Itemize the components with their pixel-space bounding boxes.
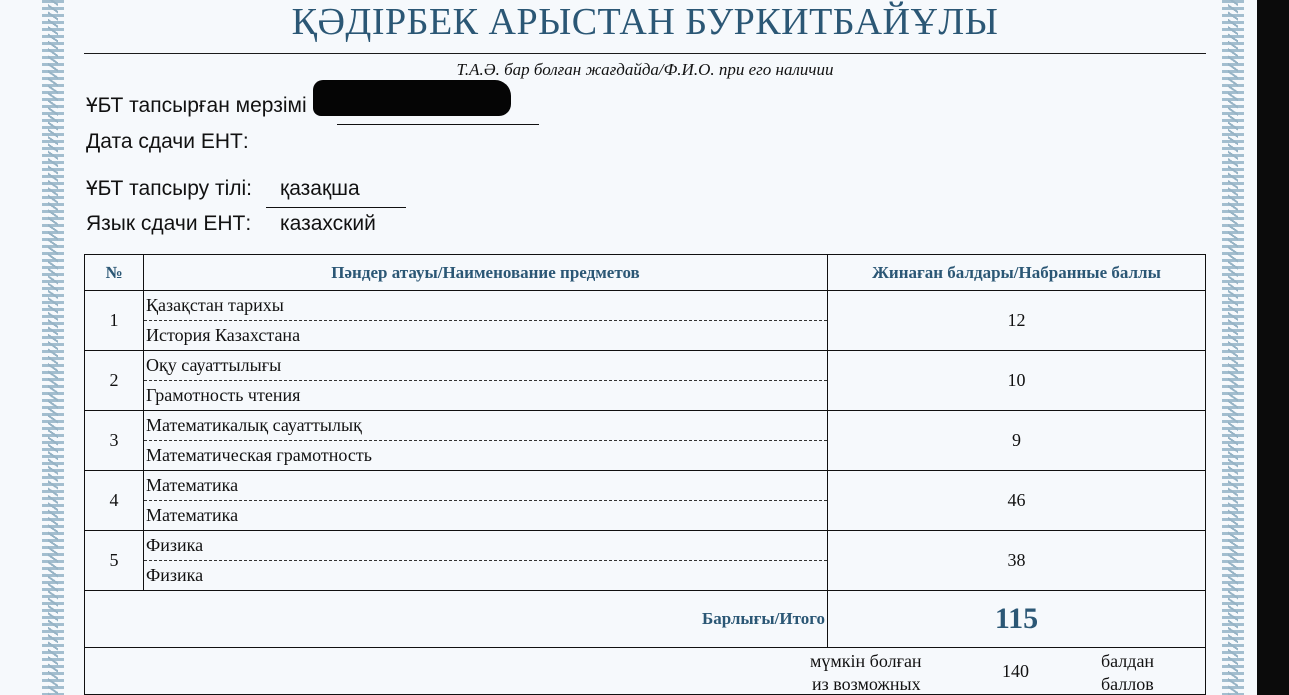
row-number: 3 xyxy=(85,411,144,471)
table-row xyxy=(85,531,1206,591)
date-underline xyxy=(337,124,539,125)
points-label-kk: балдан xyxy=(1101,651,1155,671)
screen-edge xyxy=(1257,0,1289,695)
ornamental-border-right xyxy=(1222,0,1244,695)
subject-cell xyxy=(144,291,828,351)
holder-name: ҚӘДІРБЕК АРЫСТАН БУРКИТБАЙҰЛЫ xyxy=(291,1,999,43)
subject-score: 9 xyxy=(828,411,1206,471)
subject-name-kk: Физика xyxy=(144,531,827,561)
name-caption: Т.А.Ә. бар болған жағдайда/Ф.И.О. при его наличии xyxy=(456,60,834,79)
lang-label-kk: ҰБТ тапсыру тілі: xyxy=(86,177,253,200)
possible-row xyxy=(85,648,1206,695)
row-number: 2 xyxy=(85,351,144,411)
redaction-mark xyxy=(313,80,511,116)
subject-name-ru: Математическая грамотность xyxy=(146,445,372,465)
possible-label-ru: из возможных xyxy=(812,674,921,694)
header-subjects: Пәндер атауы/Наименование предметов xyxy=(144,255,828,291)
subject-cell xyxy=(144,351,828,411)
lang-underline xyxy=(266,207,406,208)
subject-cell xyxy=(144,531,828,591)
subject-name-kk: Математикалық сауаттылық xyxy=(144,411,827,441)
subject-name-kk: Математика xyxy=(144,471,827,501)
subject-score: 12 xyxy=(828,291,1206,351)
subject-name-kk: Оқу сауаттылығы xyxy=(144,351,827,381)
row-number: 1 xyxy=(85,291,144,351)
total-label: Барлығы/Итого xyxy=(85,591,828,648)
subject-name-ru: Физика xyxy=(146,565,204,585)
subject-name-ru: Математика xyxy=(146,505,239,525)
table-row xyxy=(85,351,1206,411)
subject-score: 46 xyxy=(828,471,1206,531)
row-number: 5 xyxy=(85,531,144,591)
table-row xyxy=(85,291,1206,351)
date-label-kk: ҰБТ тапсырған мерзімі xyxy=(86,94,307,117)
date-label-ru: Дата сдачи ЕНТ: xyxy=(86,130,249,153)
points-label-ru: баллов xyxy=(1101,674,1154,694)
row-number: 4 xyxy=(85,471,144,531)
table-header-row xyxy=(85,255,1206,291)
subject-cell xyxy=(144,411,828,471)
subject-name-ru: История Казахстана xyxy=(146,325,301,345)
subject-score: 38 xyxy=(828,531,1206,591)
possible-label-kk: мүмкін болған xyxy=(810,651,922,671)
table-row xyxy=(85,471,1206,531)
subject-cell xyxy=(144,471,828,531)
header-number: № xyxy=(85,255,144,291)
lang-value-ru: казахский xyxy=(280,212,376,235)
possible-value: 140 xyxy=(1002,661,1029,681)
total-row xyxy=(85,591,1206,648)
lang-value-kk: қазақша xyxy=(280,177,360,200)
subject-name-kk: Қазақстан тарихы xyxy=(144,291,827,321)
name-underline xyxy=(84,53,1206,54)
subject-name-ru: Грамотность чтения xyxy=(146,385,301,405)
scores-table xyxy=(84,254,1206,695)
lang-label-ru: Язык сдачи ЕНТ: xyxy=(86,212,252,235)
table-row xyxy=(85,411,1206,471)
total-score: 115 xyxy=(828,591,1206,648)
ornamental-border-left xyxy=(42,0,64,695)
subject-score: 10 xyxy=(828,351,1206,411)
header-scores: Жинаған балдары/Набранные баллы xyxy=(828,255,1206,291)
possible-cell xyxy=(85,648,1206,695)
